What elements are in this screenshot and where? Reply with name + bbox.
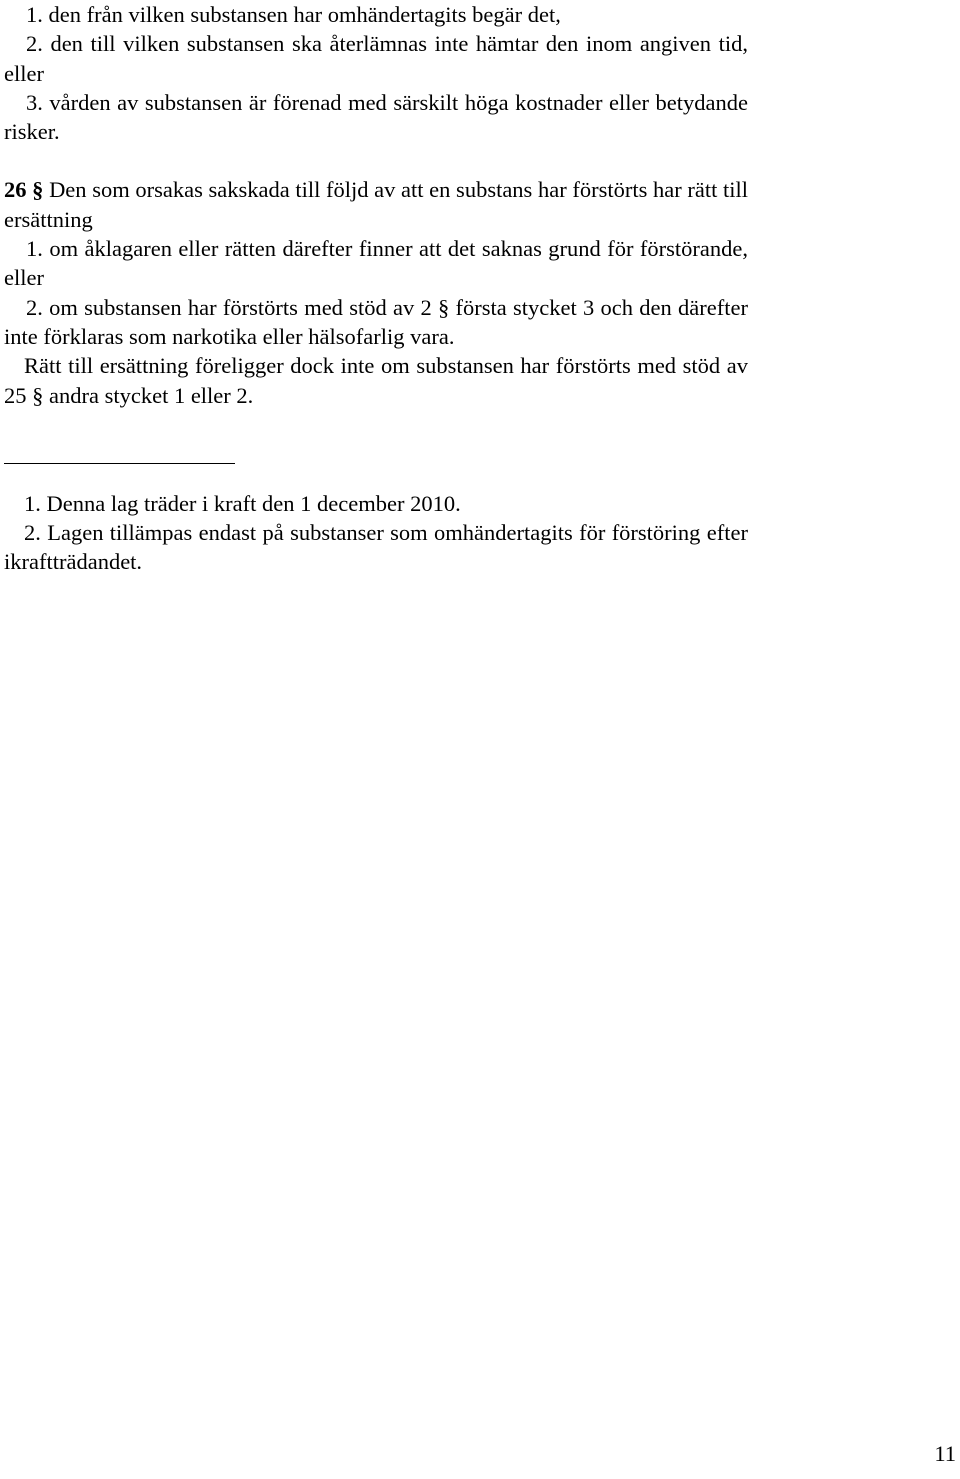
list-item-1: 1. den från vilken substansen har omhändertagits begär det, [26, 2, 561, 27]
transitional-divider [4, 463, 235, 464]
section-26-text: Den som orsakas sakskada till följd av att en substans har förstörts har rätt till ersättning [4, 177, 749, 232]
section-26-item-2: 2. om substansen har förstörts med stöd av 2 § första stycket 3 och den därefter inte förklaras som narkotika eller hälsofarlig vara. [4, 294, 748, 349]
page-number: 11 [934, 1441, 956, 1466]
section-26-intro [4, 175, 748, 234]
transitional-item-2: 2. Lagen tillämpas endast på substanser som omhändertagits för förstöring efter ikraftträdandet. [4, 520, 748, 575]
transitional-item-1: 1. Denna lag träder i kraft den 1 december 2010. [24, 490, 461, 516]
section-26-item-1: 1. om åklagaren eller rätten därefter finner att det saknas grund för förstörande, eller [4, 236, 748, 291]
list-item-3: 3. vården av substansen är förenad med särskilt höga kostnader eller betydande risker. [4, 89, 748, 145]
section-26-paragraph-2: Rätt till ersättning föreligger dock inte om substansen har förstörts med stöd av 25 § andra stycket 1 eller 2. [4, 353, 748, 408]
page-body [4, 0, 748, 577]
list-item-2: 2. den till vilken substansen ska återlämnas inte hämtar den inom angiven tid, eller [4, 31, 748, 86]
section-number: 26 § [4, 177, 44, 203]
transitional-provisions [4, 489, 748, 577]
